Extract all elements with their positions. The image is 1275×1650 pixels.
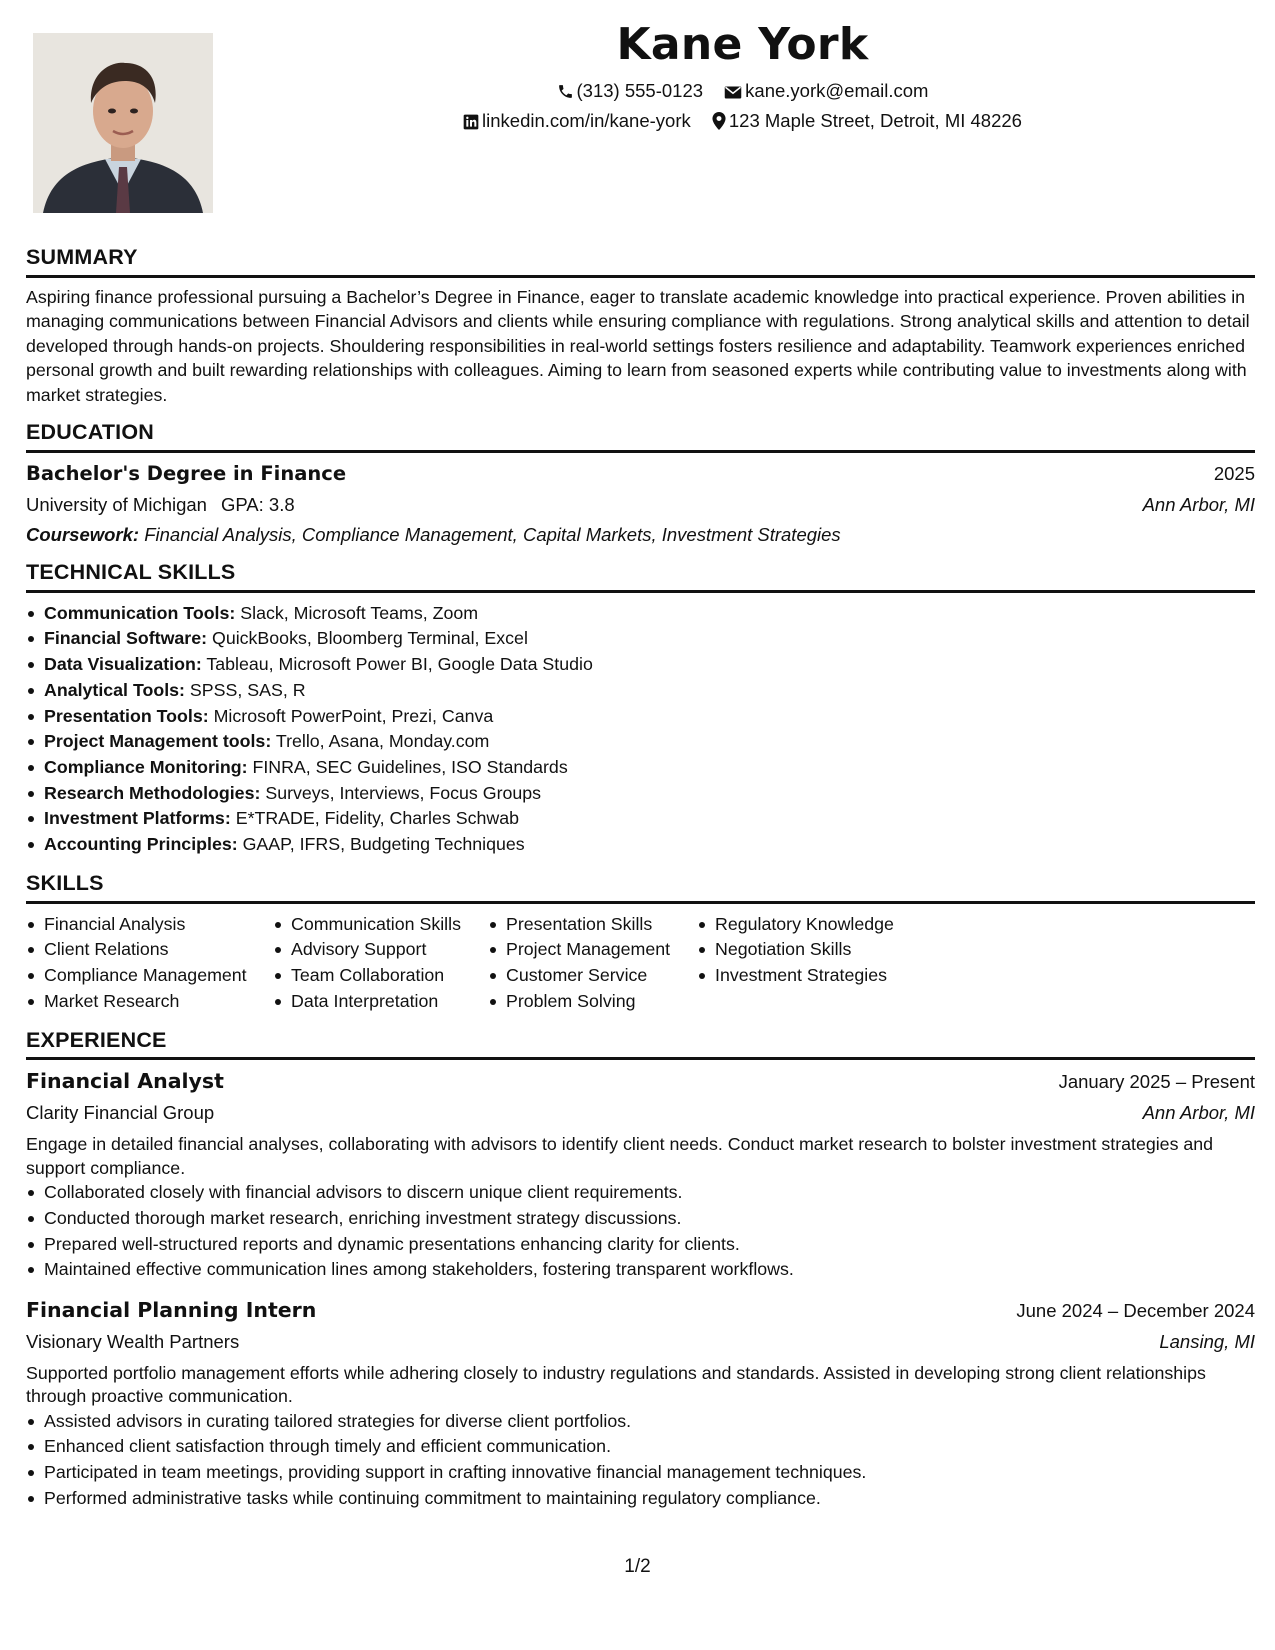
technical-skill-value: QuickBooks, Bloomberg Terminal, Excel bbox=[211, 628, 528, 649]
technical-skill-label: Analytical Tools: bbox=[44, 679, 185, 700]
skills-column bbox=[697, 912, 915, 1015]
technical-skill-value: Slack, Microsoft Teams, Zoom bbox=[240, 602, 479, 623]
technical-skill-value: Tableau, Microsoft Power BI, Google Data Studio bbox=[206, 654, 593, 675]
technical-skill-label: Financial Software: bbox=[44, 628, 208, 649]
linkedin-text: linkedin.com/in/kane-york bbox=[482, 109, 691, 131]
technical-skills-section bbox=[26, 559, 1255, 858]
summary-heading: SUMMARY bbox=[26, 244, 1255, 278]
school-name: University of Michigan bbox=[26, 493, 207, 515]
skills-column-list bbox=[291, 912, 488, 1015]
skills-column bbox=[488, 912, 697, 1015]
degree-name: Bachelor's Degree in Finance bbox=[26, 462, 347, 486]
linkedin-icon bbox=[463, 114, 479, 130]
envelope-icon bbox=[724, 85, 742, 100]
school-location: Ann Arbor, MI bbox=[1142, 493, 1255, 515]
skill-item: Project Management bbox=[506, 937, 697, 963]
technical-skill-value: Microsoft PowerPoint, Prezi, Canva bbox=[213, 705, 494, 726]
technical-skill-label: Presentation Tools: bbox=[44, 705, 209, 726]
candidate-name: Kane York bbox=[616, 19, 869, 70]
skill-item: Market Research bbox=[44, 989, 273, 1015]
job-title: Financial Analyst bbox=[26, 1069, 224, 1094]
skills-column bbox=[26, 912, 273, 1015]
technical-skill-item bbox=[44, 704, 1255, 730]
technical-skill-value: SPSS, SAS, R bbox=[189, 679, 306, 700]
technical-skill-label: Accounting Principles: bbox=[44, 834, 238, 855]
job-company-row bbox=[26, 1101, 1255, 1125]
coursework-label: Coursework: bbox=[26, 523, 140, 545]
technical-skill-item bbox=[44, 729, 1255, 755]
email-text: kane.york@email.com bbox=[745, 79, 929, 101]
technical-skill-label: Compliance Monitoring: bbox=[44, 756, 248, 777]
technical-skill-label: Communication Tools: bbox=[44, 602, 236, 623]
job-header-row bbox=[26, 1068, 1255, 1095]
technical-skill-value: Trello, Asana, Monday.com bbox=[275, 731, 490, 752]
skills-column-list bbox=[44, 912, 273, 1015]
skill-item: Investment Strategies bbox=[715, 963, 915, 989]
job-bullet: Performed administrative tasks while continuing commitment to maintaining regulatory compliance. bbox=[44, 1486, 1255, 1512]
resume-content bbox=[26, 244, 1255, 1523]
job-company: Clarity Financial Group bbox=[26, 1102, 215, 1124]
job-bullets bbox=[26, 1409, 1255, 1512]
skills-column bbox=[273, 912, 488, 1015]
contact-line-2 bbox=[230, 109, 1255, 133]
skill-item: Financial Analysis bbox=[44, 912, 273, 938]
job-header-row bbox=[26, 1297, 1255, 1324]
skill-item: Advisory Support bbox=[291, 937, 488, 963]
education-entry bbox=[26, 461, 1255, 546]
skill-item: Regulatory Knowledge bbox=[715, 912, 915, 938]
technical-skill-value: FINRA, SEC Guidelines, ISO Standards bbox=[252, 756, 568, 777]
job-bullets bbox=[26, 1180, 1255, 1283]
coursework-list: Financial Analysis, Compliance Management, Capital Markets, Investment Strategies bbox=[144, 523, 841, 545]
technical-skill-label: Research Methodologies: bbox=[44, 782, 261, 803]
gpa: GPA: 3.8 bbox=[220, 493, 295, 515]
job-company: Visionary Wealth Partners bbox=[26, 1330, 240, 1352]
skills-column-list bbox=[506, 912, 697, 1015]
skill-item: Negotiation Skills bbox=[715, 937, 915, 963]
job-entry bbox=[26, 1068, 1255, 1283]
job-bullet: Collaborated closely with financial advisors to discern unique client requirements. bbox=[44, 1180, 1255, 1206]
technical-skill-label: Project Management tools: bbox=[44, 731, 272, 752]
job-bullet: Prepared well-structured reports and dynamic presentations enhancing clarity for clients. bbox=[44, 1232, 1255, 1258]
skill-item: Communication Skills bbox=[291, 912, 488, 938]
skill-item: Data Interpretation bbox=[291, 989, 488, 1015]
technical-skill-value: E*TRADE, Fidelity, Charles Schwab bbox=[235, 808, 519, 829]
experience-list bbox=[26, 1068, 1255, 1511]
technical-skill-label: Data Visualization: bbox=[44, 654, 202, 675]
technical-skill-item bbox=[44, 755, 1255, 781]
summary-section bbox=[26, 244, 1255, 407]
education-section bbox=[26, 419, 1255, 546]
job-description: Supported portfolio management efforts while adhering closely to industry regulations and standards. Assisted in developing strong client relationships through proactive communication. bbox=[26, 1362, 1206, 1407]
address-contact bbox=[712, 109, 1022, 133]
resume-header bbox=[230, 20, 1255, 133]
education-heading: EDUCATION bbox=[26, 419, 1255, 453]
technical-skill-item bbox=[44, 781, 1255, 807]
job-dates: January 2025 – Present bbox=[1058, 1071, 1255, 1093]
job-bullet: Enhanced client satisfaction through timely and efficient communication. bbox=[44, 1434, 1255, 1460]
skills-column-list bbox=[715, 912, 915, 989]
skills-section bbox=[26, 870, 1255, 1015]
job-bullet: Maintained effective communication lines among stakeholders, fostering transparent workflows. bbox=[44, 1257, 1255, 1283]
job-description: Engage in detailed financial analyses, collaborating with advisors to identify client needs. Conduct market research to bolster investment strategies and support compliance. bbox=[26, 1134, 1214, 1178]
skill-item: Client Relations bbox=[44, 937, 273, 963]
technical-skill-item bbox=[44, 678, 1255, 704]
skills-grid bbox=[26, 912, 1255, 1015]
summary-text: Aspiring finance professional pursuing a Bachelor’s Degree in Finance, eager to translate academic knowledge into practical experience. Proven abilities in managing communications between Financial Advisors and clients while ensuring compliance with regulations. Strong analytical skills and attention to detail developed through hands-on projects. Shouldering responsibilities in real-world settings fosters resilience and adaptability. Teamwork experiences enriched personal growth and built rewarding relationships with colleagues. Aiming to learn from seasoned experts while contributing value to investments along with market strategies. bbox=[26, 286, 1250, 405]
technical-skill-value: GAAP, IFRS, Budgeting Techniques bbox=[242, 834, 525, 855]
technical-skill-item bbox=[44, 601, 1255, 627]
skill-item: Compliance Management bbox=[44, 963, 273, 989]
profile-photo bbox=[33, 33, 213, 213]
technical-skill-item bbox=[44, 832, 1255, 858]
skill-item: Team Collaboration bbox=[291, 963, 488, 989]
technical-skill-label: Investment Platforms: bbox=[44, 808, 231, 829]
job-entry bbox=[26, 1297, 1255, 1512]
job-company-row bbox=[26, 1330, 1255, 1354]
map-marker-icon bbox=[712, 112, 726, 130]
skills-heading: SKILLS bbox=[26, 870, 1255, 904]
school-line bbox=[26, 493, 295, 517]
phone-icon bbox=[557, 83, 574, 100]
coursework-line bbox=[26, 523, 1255, 547]
page-number: 1/2 bbox=[624, 1556, 651, 1577]
skill-item: Problem Solving bbox=[506, 989, 697, 1015]
skill-item: Presentation Skills bbox=[506, 912, 697, 938]
linkedin-contact[interactable] bbox=[463, 109, 691, 133]
graduation-year: 2025 bbox=[1213, 463, 1255, 485]
phone-text: (313) 555-0123 bbox=[576, 79, 704, 101]
portrait-image bbox=[33, 33, 213, 213]
job-title: Financial Planning Intern bbox=[26, 1297, 317, 1322]
technical-skill-item bbox=[44, 626, 1255, 652]
job-location: Ann Arbor, MI bbox=[1142, 1102, 1255, 1124]
job-dates: June 2024 – December 2024 bbox=[1016, 1299, 1255, 1321]
technical-skills-heading: TECHNICAL SKILLS bbox=[26, 559, 1255, 593]
technical-skill-value: Surveys, Interviews, Focus Groups bbox=[265, 782, 542, 803]
address-text: 123 Maple Street, Detroit, MI 48226 bbox=[728, 109, 1022, 131]
job-bullet: Assisted advisors in curating tailored strategies for diverse client portfolios. bbox=[44, 1409, 1255, 1435]
skill-item: Customer Service bbox=[506, 963, 697, 989]
job-bullet: Conducted thorough market research, enriching investment strategy discussions. bbox=[44, 1206, 1255, 1232]
job-location: Lansing, MI bbox=[1159, 1330, 1255, 1352]
experience-section bbox=[26, 1027, 1255, 1512]
technical-skill-item bbox=[44, 806, 1255, 832]
job-bullet: Participated in team meetings, providing support in crafting innovative financial management techniques. bbox=[44, 1460, 1255, 1486]
email-contact[interactable] bbox=[724, 79, 928, 103]
phone-contact[interactable] bbox=[557, 79, 704, 103]
experience-heading: EXPERIENCE bbox=[26, 1027, 1255, 1061]
technical-skill-item bbox=[44, 652, 1255, 678]
contact-line-1 bbox=[230, 79, 1255, 103]
technical-skills-list bbox=[26, 601, 1255, 858]
